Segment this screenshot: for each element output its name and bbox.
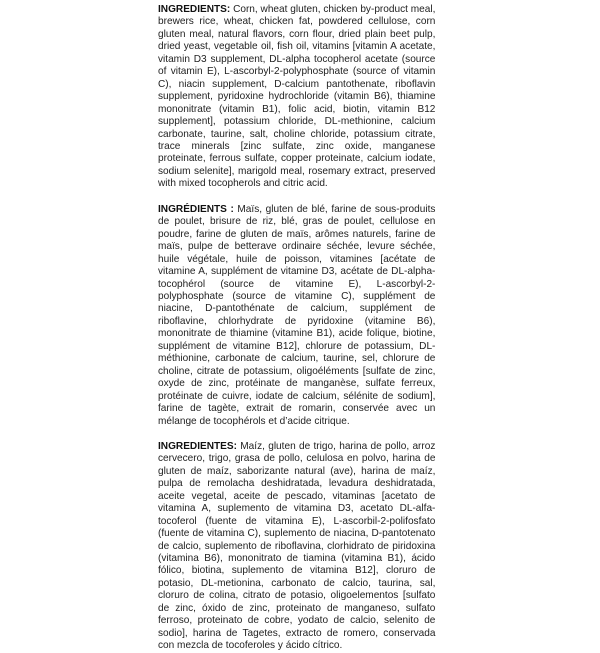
ingredients-english (158, 4, 435, 191)
ingredients-spanish (158, 441, 435, 653)
ingredients-french (158, 204, 435, 428)
ingredients-text-french: Maïs, gluten de blé, farine de sous-produits de poulet, brisure de riz, blé, gras de poulet, cellulose en poudre, farine de gluten de maïs, arômes naturels, farine de maïs, pulpe de betterave ordinaire séchée, levure séchée, huile végétale, huile de poisson, vitamines [acétate de vitamine A, supplément de vitamine D3, acétate de DL-alpha-tocophérol (source de vitamine E), L-ascorbyl-2-polyphosphate (source de vitamine C), supplément de niacine, D-pantothénate de calcium, supplément de riboflavine, chlorhydrate de pyridoxine (vitamine B6), mononitrate de thiamine (vitamine B1), acide folique, biotine, supplément de vitamine B12], chlorure de potassium, DL-méthionine, carbonate de calcium, taurine, sel, chlorure de choline, citrate de potassium, oligoéléments [sulfate de zinc, oxyde de zinc, protéinate de manganèse, sulfate ferreux, protéinate de cuivre, iodate de calcium, sélénite de sodium], farine de tagète, extrait de romarin, conservée avec un mélange de tocophérols et d’acide citrique. (158, 203, 436, 427)
ingredients-heading-spanish: INGREDIENTES: (158, 440, 237, 452)
ingredients-text-english: Corn, wheat gluten, chicken by-product meal, brewers rice, wheat, chicken fat, powdered cellulose, corn gluten meal, natural flavors, corn flour, dried plain beet pulp, dried yeast, vegetable oil, fish oil, vitamins [vitamin A acetate, vitamin D3 supplement, DL-alpha tocopherol acetate (source of vitamin E), L-ascorbyl-2-polyphosphate (source of vitamin C), niacin supplement, D-calcium pantothenate, riboflavin supplement, pyridoxine hydrochloride (vitamin B6), thiamine mononitrate (vitamin B1), folic acid, biotin, vitamin B12 supplement], potassium chloride, DL-methionine, calcium carbonate, taurine, salt, choline chloride, potassium citrate, trace minerals [zinc sulfate, zinc oxide, manganese proteinate, ferrous sulfate, copper proteinate, calcium iodate, sodium selenite], marigold meal, rosemary extract, preserved with mixed tocopherols and citric acid. (158, 4, 436, 190)
ingredients-text-spanish: Maíz, gluten de trigo, harina de pollo, arroz cervecero, trigo, grasa de pollo, celulosa en polvo, harina de gluten de maíz, saborizante natural (ave), harina de maíz, pulpa de remolacha deshidratada, levadura deshidratada, aceite vegetal, aceite de pescado, vitaminas [acetato de vitamina A, suplemento de vitamina D3, acetato DL-alfa-tocoferol (fuente de vitamina E), L-ascorbil-2-polifosfato (fuente de vitamina C), suplemento de niacina, D-pantotenato de calcio, suplemento de riboflavina, clorhidrato de piridoxina (vitamina B6), mononitrato de tiamina (vitamina B1), ácido fólico, biotina, suplemento de vitamina B12], cloruro de potasio, DL-metionina, carbonato de calcio, taurina, sal, cloruro de colina, citrato de potasio, oligoelementos [sulfato de zinc, óxido de zinc, proteinato de manganeso, sulfato ferroso, proteinato de cobre, yodato de calcio, selenito de sodio], harina de Tagetes, extracto de romero, conservada con mezcla de tocoferoles y ácido cítrico. (158, 440, 436, 652)
ingredients-heading-english: INGREDIENTS: (158, 4, 231, 15)
ingredients-heading-french: INGRÉDIENTS : (158, 203, 234, 215)
ingredients-panel (158, 4, 435, 653)
